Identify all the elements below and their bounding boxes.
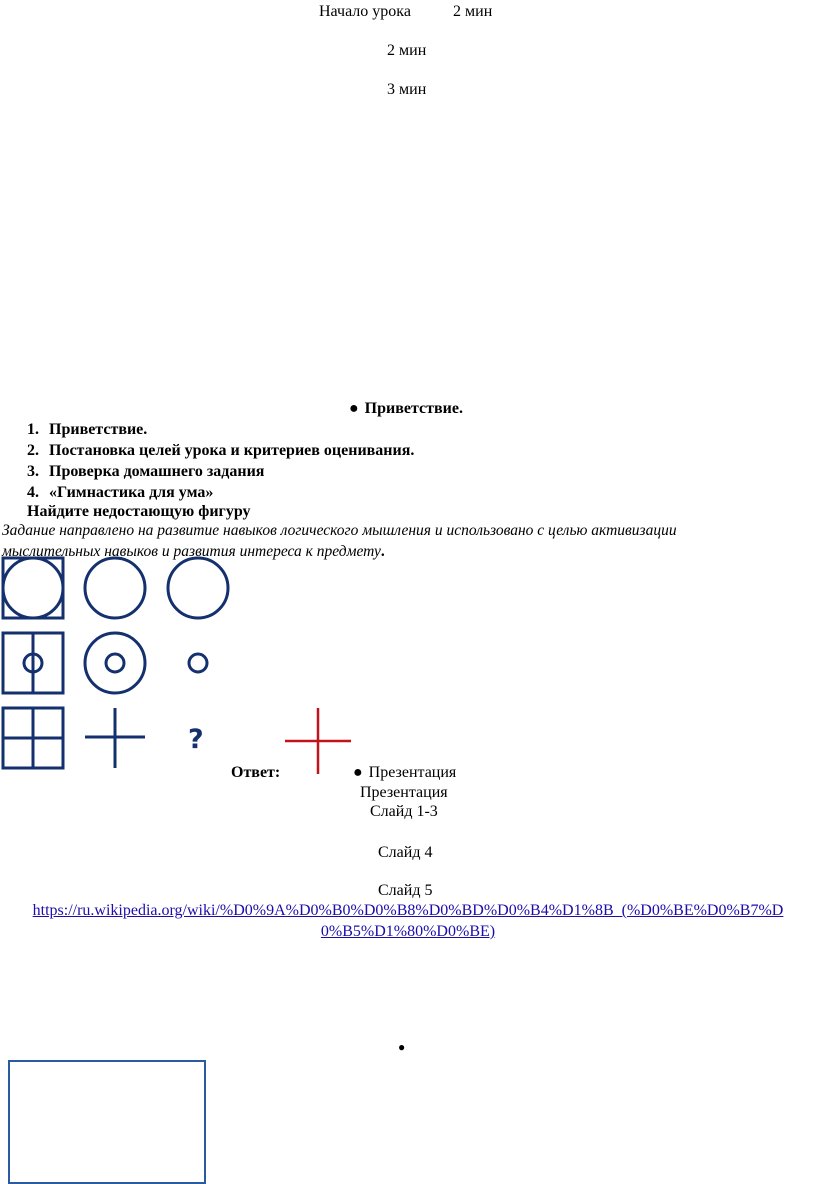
slide-label: Слайд 4 [378, 844, 433, 861]
cross-figure [85, 708, 145, 768]
slide-label: Слайд 1-3 [370, 803, 438, 820]
circle-figure [168, 558, 228, 618]
lesson-start-time: 2 мин [453, 3, 493, 20]
lesson-start-label: Начало урока [319, 3, 411, 20]
presentation-label: Презентация [360, 784, 448, 801]
square-with-circle-figure [3, 558, 63, 618]
time-2: 2 мин [387, 42, 427, 59]
bullet-icon: ● [353, 764, 363, 781]
bullet-icon: ● [398, 1040, 406, 1054]
empty-frame [8, 1060, 206, 1184]
wikipedia-link[interactable]: https://ru.wikipedia.org/wiki/%D0%9A%D0%B0%D0%B8%D0%BD%D0%B4%D1%8B_(%D0%BE%D0%B7%D 0%B5%D1%80%D0%BE) [32, 902, 784, 940]
resource-bullet-item: ● Презентация [353, 764, 457, 781]
list-item: 2. Постановка целей урока и критериев оценивания. [27, 442, 415, 459]
task-description-line-1: Задание направлено на развитие навыков логического мышления и использовано с целью активизации [2, 522, 677, 539]
bullet-icon: ● [349, 400, 359, 417]
task-description-line-2: мыслительных навыков и развития интереса к предмету. [2, 543, 385, 560]
split-square-with-small-circle-figure [3, 633, 63, 693]
circle-figure [85, 558, 145, 618]
list-item: 1. Приветствие. [27, 421, 148, 438]
section-bullet-heading: ● Приветствие. [349, 400, 463, 417]
grid-square-figure [3, 708, 63, 768]
time-3: 3 мин [387, 81, 427, 98]
answer-label: Ответ: [231, 764, 281, 781]
puzzle-figure [0, 553, 360, 783]
small-circle-figure [189, 654, 207, 672]
slide-label: Слайд 5 [378, 882, 433, 899]
list-item: 4. «Гимнастика для ума» [27, 484, 214, 501]
list-item: 3. Проверка домашнего задания [27, 463, 265, 480]
question-mark: ? [188, 724, 204, 755]
answer-cross-figure [285, 708, 351, 774]
ring-with-small-circle-figure [85, 633, 145, 693]
task-title: Найдите недостающую фигуру [27, 503, 251, 520]
